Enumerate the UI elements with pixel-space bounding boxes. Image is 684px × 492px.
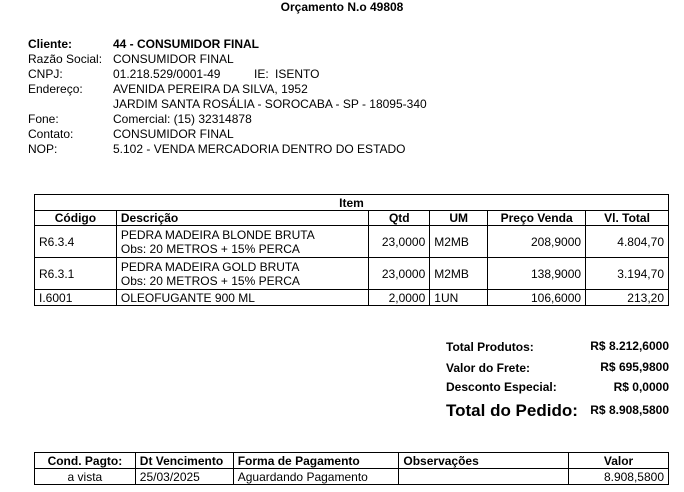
cell-valor: 8.908,5800 — [569, 469, 669, 485]
items-header-row — [35, 211, 669, 226]
col-codigo: Código — [35, 211, 117, 226]
item-obs: Obs: 20 METROS + 15% PERCA — [120, 241, 300, 256]
fone-label: Fone: — [28, 112, 59, 126]
desconto-value: R$ 0,0000 — [613, 380, 669, 394]
item-description: PEDRA MADEIRA BLONDE BRUTA — [120, 227, 315, 242]
col-qtd: Qtd — [369, 211, 430, 226]
payment-header-row — [35, 453, 669, 469]
total-pedido-label: Total do Pedido: — [446, 401, 578, 420]
document-title: Orçamento N.o 49808 — [280, 0, 404, 14]
cell-preco: 106,6000 — [488, 290, 586, 306]
cell-um: M2MB — [430, 226, 488, 258]
table-row — [35, 258, 669, 290]
cell-preco: 208,9000 — [488, 226, 586, 258]
col-forma-pagamento: Forma de Pagamento — [233, 453, 399, 469]
total-produtos-label: Total Produtos: — [446, 340, 534, 354]
cell-descricao — [116, 226, 368, 258]
cell-descricao — [116, 258, 368, 290]
col-um: UM — [430, 211, 488, 226]
items-table — [34, 194, 669, 306]
frete-value: R$ 695,9800 — [600, 360, 669, 374]
cell-total: 213,20 — [586, 290, 669, 306]
col-observacoes: Observações — [399, 453, 569, 469]
cell-codigo: I.6001 — [35, 290, 117, 306]
col-dt-vencimento: Dt Vencimento — [135, 453, 233, 469]
cell-vencimento: 25/03/2025 — [135, 469, 233, 485]
total-pedido-value: R$ 8.908,5800 — [590, 403, 669, 417]
cnpj-label: CNPJ: — [28, 67, 63, 81]
table-row — [35, 290, 669, 306]
cliente-value: 44 - CONSUMIDOR FINAL — [113, 37, 260, 51]
frete-label: Valor do Frete: — [446, 361, 531, 375]
nop-value: 5.102 - VENDA MERCADORIA DENTRO DO ESTADO — [113, 142, 406, 156]
col-descricao: Descrição — [116, 211, 368, 226]
cell-obs — [399, 469, 569, 485]
payment-table — [34, 452, 669, 485]
col-total: Vl. Total — [586, 211, 669, 226]
col-valor: Valor — [569, 453, 669, 469]
table-row — [35, 469, 669, 485]
contato-label: Contato: — [28, 127, 74, 141]
total-produtos-value: R$ 8.212,6000 — [590, 339, 669, 353]
col-preco: Preço Venda — [488, 211, 586, 226]
nop-label: NOP: — [28, 142, 58, 156]
cell-um: 1UN — [430, 290, 488, 306]
desconto-label: Desconto Especial: — [446, 380, 557, 394]
cell-um: M2MB — [430, 258, 488, 290]
ie-label: IE: — [254, 67, 269, 81]
col-cond-pagto: Cond. Pagto: — [35, 453, 136, 469]
cell-qtd: 23,0000 — [369, 226, 430, 258]
cell-total: 4.804,70 — [586, 226, 669, 258]
cliente-label: Cliente: — [28, 37, 73, 51]
endereco-line2: JARDIM SANTA ROSÁLIA - SOROCABA - SP - 18095-340 — [113, 97, 427, 111]
endereco-line1: AVENIDA PEREIRA DA SILVA, 1952 — [113, 82, 308, 96]
cell-codigo: R6.3.4 — [35, 226, 117, 258]
cell-qtd: 2,0000 — [369, 290, 430, 306]
fone-value: Comercial: (15) 32314878 — [113, 112, 252, 126]
item-description: PEDRA MADEIRA GOLD BRUTA — [120, 259, 300, 274]
endereco-label: Endereço: — [28, 82, 83, 96]
ie-value: ISENTO — [275, 67, 320, 81]
table-row — [35, 226, 669, 258]
razao-label: Razão Social: — [28, 52, 103, 66]
cell-total: 3.194,70 — [586, 258, 669, 290]
razao-value: CONSUMIDOR FINAL — [113, 52, 234, 66]
cell-preco: 138,9000 — [488, 258, 586, 290]
cell-codigo: R6.3.1 — [35, 258, 117, 290]
items-caption: Item — [35, 195, 669, 211]
item-obs: Obs: 20 METROS + 15% PERCA — [120, 273, 300, 288]
cnpj-value: 01.218.529/0001-49 — [113, 67, 221, 81]
cell-cond: a vista — [35, 469, 136, 485]
contato-value: CONSUMIDOR FINAL — [113, 127, 234, 141]
cell-forma: Aguardando Pagamento — [233, 469, 399, 485]
cell-descricao: OLEOFUGANTE 900 ML — [116, 290, 368, 306]
cell-qtd: 23,0000 — [369, 258, 430, 290]
